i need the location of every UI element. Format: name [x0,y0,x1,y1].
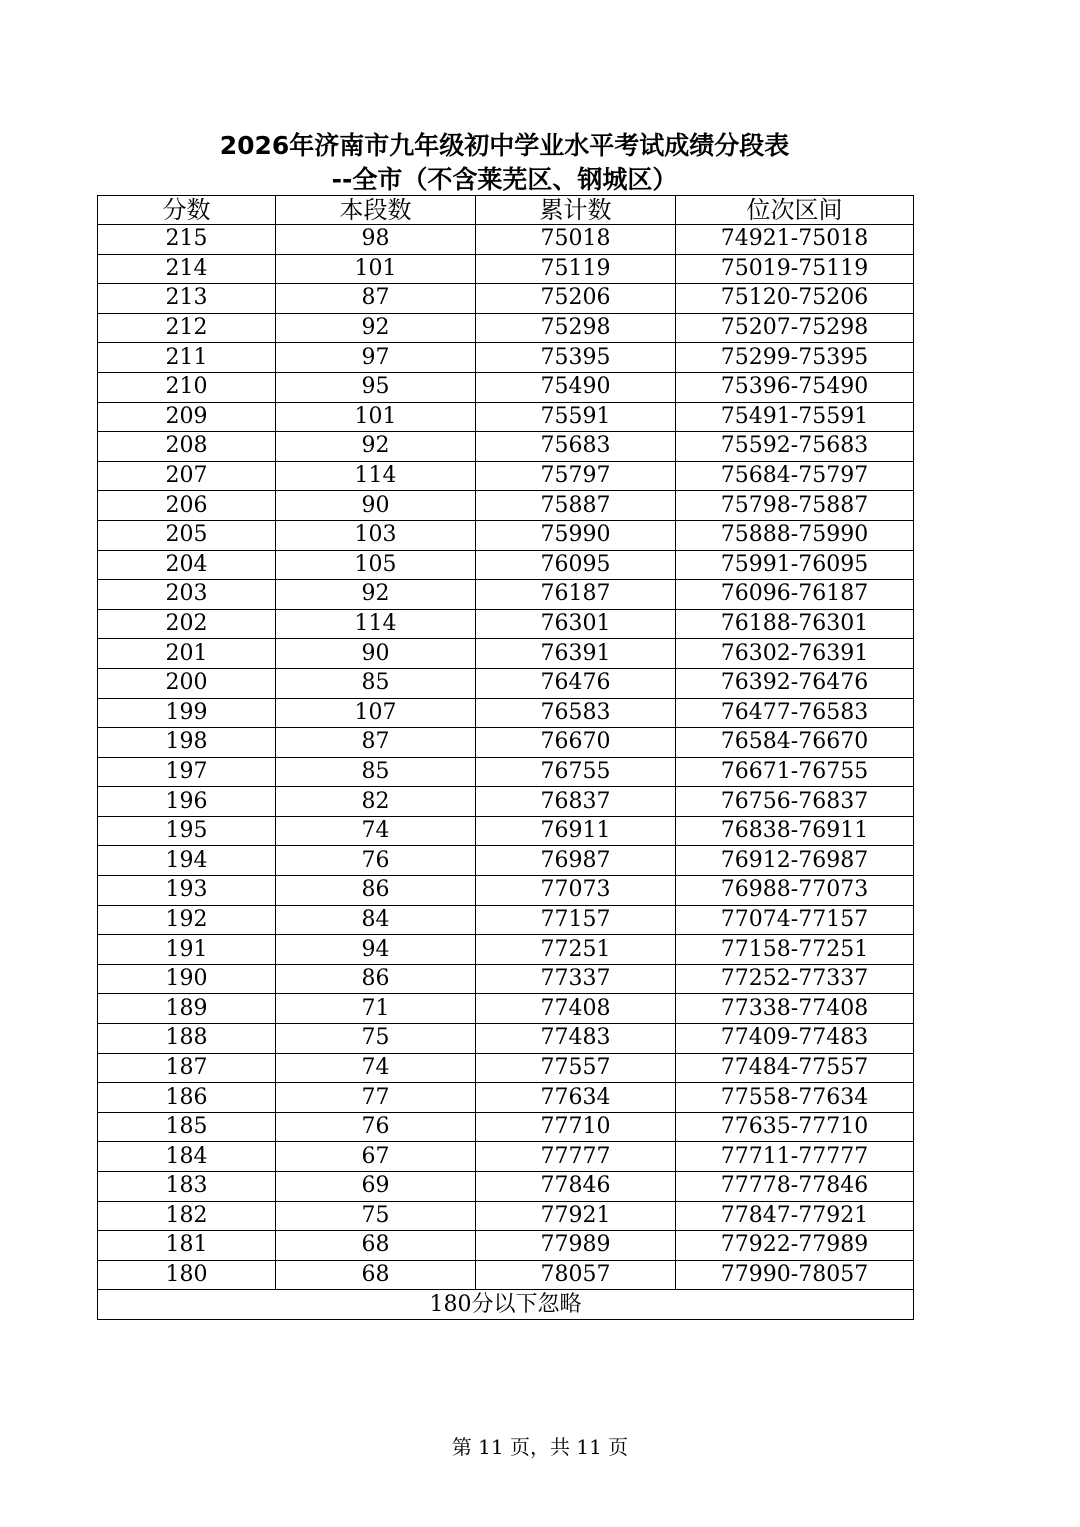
cell-rank-range: 76392-76476 [676,668,914,698]
cell-rank-range: 76096-76187 [676,580,914,610]
cell-cumulative-count: 77483 [476,1024,676,1054]
table-row [98,639,914,669]
cell-cumulative-count: 75591 [476,402,676,432]
table-row [98,876,914,906]
cell-rank-range: 76477-76583 [676,698,914,728]
cell-rank-range: 76188-76301 [676,609,914,639]
cell-score: 209 [98,402,276,432]
cell-cumulative-count: 76755 [476,757,676,787]
table-row [98,491,914,521]
cell-score: 210 [98,372,276,402]
cell-cumulative-count: 75797 [476,461,676,491]
cell-segment-count: 114 [276,461,476,491]
cell-cumulative-count: 77073 [476,876,676,906]
header-rank-range: 位次区间 [676,196,914,225]
cell-score: 185 [98,1112,276,1142]
cell-rank-range: 76302-76391 [676,639,914,669]
cell-rank-range: 75592-75683 [676,432,914,462]
cell-rank-range: 76584-76670 [676,728,914,758]
cell-segment-count: 74 [276,816,476,846]
table-row [98,1112,914,1142]
cell-score: 199 [98,698,276,728]
cell-rank-range: 75798-75887 [676,491,914,521]
cell-cumulative-count: 77157 [476,905,676,935]
cell-rank-range: 77635-77710 [676,1112,914,1142]
cell-segment-count: 105 [276,550,476,580]
cell-rank-range: 75491-75591 [676,402,914,432]
cell-rank-range: 77711-77777 [676,1142,914,1172]
cell-cumulative-count: 75119 [476,254,676,284]
cell-cumulative-count: 77846 [476,1172,676,1202]
cell-score: 215 [98,225,276,255]
table-row [98,432,914,462]
table-row [98,580,914,610]
table-row [98,461,914,491]
cell-segment-count: 82 [276,787,476,817]
cell-rank-range: 75684-75797 [676,461,914,491]
cell-rank-range: 76988-77073 [676,876,914,906]
cell-rank-range: 77074-77157 [676,905,914,935]
cell-segment-count: 107 [276,698,476,728]
cell-segment-count: 94 [276,935,476,965]
cell-rank-range: 76671-76755 [676,757,914,787]
table-row [98,284,914,314]
cell-segment-count: 90 [276,639,476,669]
table-row [98,905,914,935]
cell-cumulative-count: 76095 [476,550,676,580]
cell-cumulative-count: 77337 [476,964,676,994]
cell-cumulative-count: 75018 [476,225,676,255]
cell-score: 203 [98,580,276,610]
cell-cumulative-count: 76476 [476,668,676,698]
cell-score: 182 [98,1201,276,1231]
cell-score: 200 [98,668,276,698]
table-row [98,816,914,846]
cell-rank-range: 75207-75298 [676,313,914,343]
cell-cumulative-count: 75683 [476,432,676,462]
cell-segment-count: 74 [276,1053,476,1083]
cell-segment-count: 103 [276,520,476,550]
cell-cumulative-count: 77408 [476,994,676,1024]
cell-rank-range: 76838-76911 [676,816,914,846]
cell-rank-range: 77338-77408 [676,994,914,1024]
table-row [98,1083,914,1113]
cell-score: 202 [98,609,276,639]
cell-score: 195 [98,816,276,846]
table-row [98,520,914,550]
cell-score: 188 [98,1024,276,1054]
table-row [98,728,914,758]
cell-segment-count: 92 [276,580,476,610]
cell-segment-count: 86 [276,876,476,906]
cell-segment-count: 101 [276,402,476,432]
table-row [98,1201,914,1231]
cell-cumulative-count: 75298 [476,313,676,343]
cell-cumulative-count: 77921 [476,1201,676,1231]
table-row [98,1053,914,1083]
cell-segment-count: 85 [276,757,476,787]
cell-segment-count: 75 [276,1201,476,1231]
cell-score: 186 [98,1083,276,1113]
cell-cumulative-count: 77557 [476,1053,676,1083]
cell-cumulative-count: 77251 [476,935,676,965]
cell-rank-range: 75019-75119 [676,254,914,284]
cell-score: 193 [98,876,276,906]
cell-segment-count: 87 [276,284,476,314]
cell-score: 212 [98,313,276,343]
table-row [98,935,914,965]
cell-score: 211 [98,343,276,373]
cell-cumulative-count: 76670 [476,728,676,758]
table-footnote: 180分以下忽略 [98,1290,914,1320]
header-segment-count: 本段数 [276,196,476,225]
cell-rank-range: 74921-75018 [676,225,914,255]
cell-rank-range: 77922-77989 [676,1231,914,1261]
cell-segment-count: 75 [276,1024,476,1054]
cell-cumulative-count: 76987 [476,846,676,876]
cell-segment-count: 71 [276,994,476,1024]
cell-score: 208 [98,432,276,462]
header-score: 分数 [98,196,276,225]
table-row [98,225,914,255]
cell-score: 197 [98,757,276,787]
cell-segment-count: 84 [276,905,476,935]
cell-score: 204 [98,550,276,580]
table-row [98,964,914,994]
cell-segment-count: 68 [276,1260,476,1290]
table-row [98,668,914,698]
cell-segment-count: 92 [276,432,476,462]
cell-cumulative-count: 76583 [476,698,676,728]
table-row [98,313,914,343]
cell-segment-count: 97 [276,343,476,373]
cell-cumulative-count: 75990 [476,520,676,550]
cell-cumulative-count: 77989 [476,1231,676,1261]
table-row [98,343,914,373]
score-distribution-table [97,195,914,1320]
cell-rank-range: 77847-77921 [676,1201,914,1231]
cell-segment-count: 101 [276,254,476,284]
cell-rank-range: 75120-75206 [676,284,914,314]
cell-rank-range: 75396-75490 [676,372,914,402]
cell-rank-range: 76756-76837 [676,787,914,817]
table-row [98,1172,914,1202]
cell-segment-count: 90 [276,491,476,521]
cell-rank-range: 77158-77251 [676,935,914,965]
cell-rank-range: 75991-76095 [676,550,914,580]
cell-rank-range: 76912-76987 [676,846,914,876]
cell-segment-count: 98 [276,225,476,255]
cell-segment-count: 95 [276,372,476,402]
cell-segment-count: 76 [276,1112,476,1142]
table-row [98,846,914,876]
cell-rank-range: 77484-77557 [676,1053,914,1083]
page-title: 2026年济南市九年级初中学业水平考试成绩分段表 [219,131,790,160]
table-body [98,225,914,1290]
cell-cumulative-count: 76391 [476,639,676,669]
cell-score: 206 [98,491,276,521]
table-footnote-row [98,1290,914,1320]
table-row [98,372,914,402]
cell-score: 214 [98,254,276,284]
cell-score: 180 [98,1260,276,1290]
cell-score: 198 [98,728,276,758]
table-header-row [98,196,914,225]
cell-segment-count: 85 [276,668,476,698]
cell-cumulative-count: 76837 [476,787,676,817]
cell-score: 196 [98,787,276,817]
cell-rank-range: 77409-77483 [676,1024,914,1054]
table-row [98,1231,914,1261]
cell-score: 181 [98,1231,276,1261]
table-row [98,698,914,728]
cell-score: 207 [98,461,276,491]
page-number: 第 11 页，共 11 页 [451,1435,629,1459]
cell-segment-count: 77 [276,1083,476,1113]
table-row [98,757,914,787]
cell-segment-count: 92 [276,313,476,343]
cell-cumulative-count: 76187 [476,580,676,610]
page-subtitle: --全市（不含莱芜区、钢城区） [331,165,678,194]
table-row [98,1142,914,1172]
cell-score: 190 [98,964,276,994]
table-row [98,609,914,639]
header-cumulative-count: 累计数 [476,196,676,225]
cell-cumulative-count: 78057 [476,1260,676,1290]
cell-score: 205 [98,520,276,550]
cell-cumulative-count: 77710 [476,1112,676,1142]
cell-score: 183 [98,1172,276,1202]
cell-cumulative-count: 75206 [476,284,676,314]
cell-score: 189 [98,994,276,1024]
cell-segment-count: 68 [276,1231,476,1261]
cell-cumulative-count: 75490 [476,372,676,402]
cell-segment-count: 69 [276,1172,476,1202]
cell-score: 213 [98,284,276,314]
cell-segment-count: 87 [276,728,476,758]
cell-cumulative-count: 77634 [476,1083,676,1113]
cell-cumulative-count: 76911 [476,816,676,846]
cell-score: 194 [98,846,276,876]
cell-rank-range: 75888-75990 [676,520,914,550]
cell-rank-range: 77252-77337 [676,964,914,994]
cell-cumulative-count: 77777 [476,1142,676,1172]
cell-segment-count: 86 [276,964,476,994]
cell-score: 187 [98,1053,276,1083]
cell-segment-count: 67 [276,1142,476,1172]
cell-score: 184 [98,1142,276,1172]
table-row [98,1260,914,1290]
cell-rank-range: 77990-78057 [676,1260,914,1290]
cell-rank-range: 75299-75395 [676,343,914,373]
table-row [98,994,914,1024]
cell-cumulative-count: 75887 [476,491,676,521]
cell-score: 201 [98,639,276,669]
cell-score: 191 [98,935,276,965]
table-row [98,787,914,817]
cell-segment-count: 114 [276,609,476,639]
cell-rank-range: 77558-77634 [676,1083,914,1113]
cell-cumulative-count: 75395 [476,343,676,373]
cell-rank-range: 77778-77846 [676,1172,914,1202]
table-row [98,550,914,580]
table-row [98,402,914,432]
cell-segment-count: 76 [276,846,476,876]
cell-score: 192 [98,905,276,935]
table-row [98,254,914,284]
cell-cumulative-count: 76301 [476,609,676,639]
table-row [98,1024,914,1054]
